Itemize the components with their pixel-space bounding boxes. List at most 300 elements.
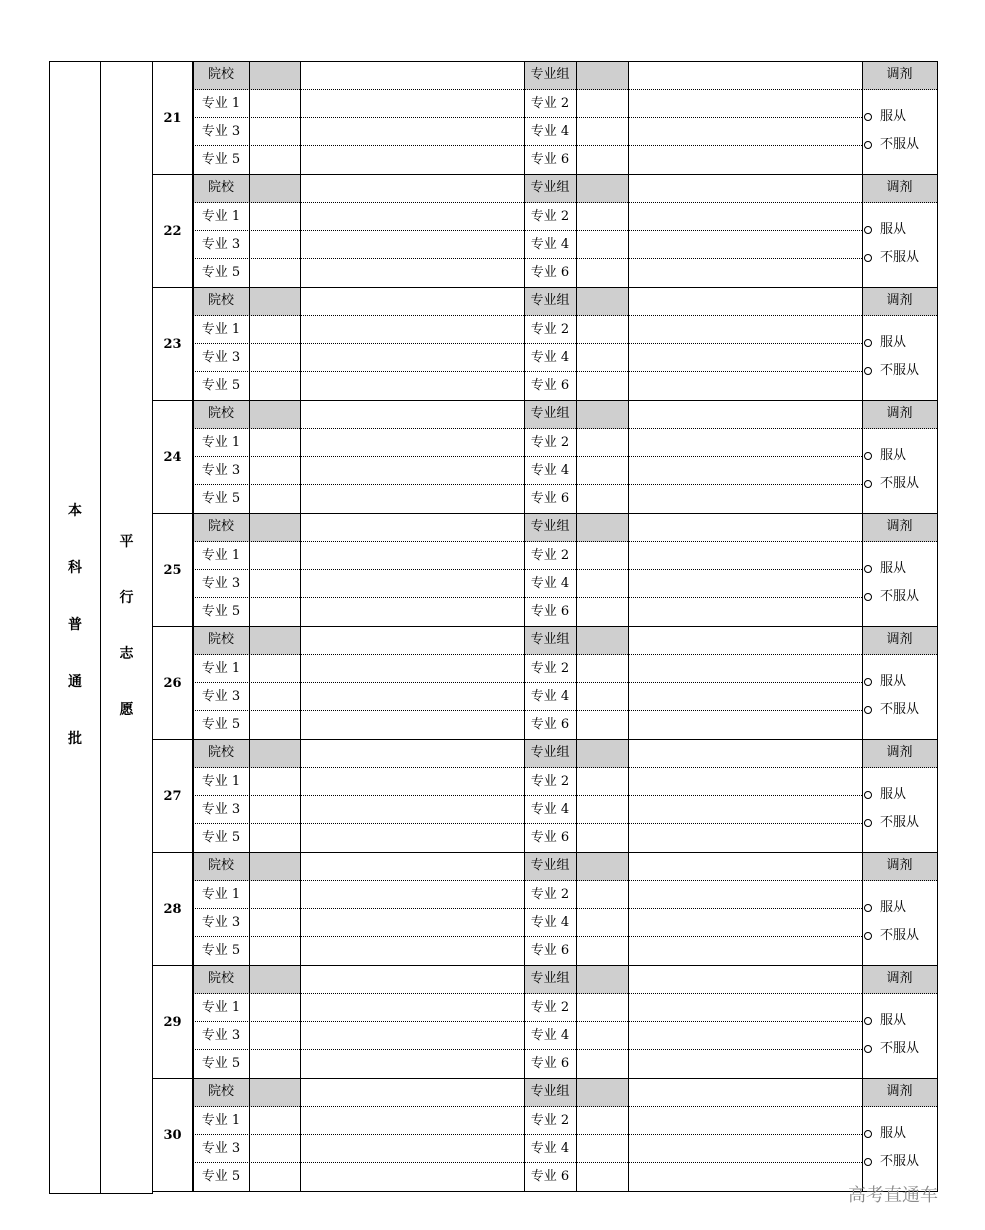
major-input[interactable]: [577, 259, 861, 286]
major-label: 专业 3: [201, 237, 241, 252]
major-label: 专业 5: [201, 1056, 241, 1071]
major-input[interactable]: [577, 457, 861, 484]
major-input[interactable]: [250, 909, 523, 936]
major-input[interactable]: [577, 881, 861, 908]
radio-icon[interactable]: [864, 480, 872, 488]
radio-icon[interactable]: [864, 791, 872, 799]
group-name-input[interactable]: [629, 514, 861, 541]
major-label: 专业 4: [530, 237, 570, 252]
radio-icon[interactable]: [864, 1158, 872, 1166]
major-input[interactable]: [250, 1107, 523, 1134]
major-input[interactable]: [250, 994, 523, 1021]
major-input[interactable]: [250, 457, 523, 484]
major-input[interactable]: [250, 824, 523, 851]
accept-label: 服从: [880, 1013, 907, 1028]
school-name-input[interactable]: [301, 627, 523, 654]
major-label: 专业 5: [201, 152, 241, 167]
adjust-label: 调剂: [886, 971, 913, 986]
major-input[interactable]: [577, 1022, 861, 1049]
row-divider: [862, 428, 937, 429]
school-name-input[interactable]: [301, 175, 523, 202]
school-code-input[interactable]: [250, 288, 299, 315]
radio-icon[interactable]: [864, 904, 872, 912]
group-label: 专业组: [530, 971, 570, 986]
accept-option[interactable]: [864, 329, 906, 357]
radio-icon[interactable]: [864, 367, 872, 375]
major-input[interactable]: [577, 316, 861, 343]
adjust-label: 调剂: [886, 745, 913, 760]
radio-icon[interactable]: [864, 706, 872, 714]
radio-icon[interactable]: [864, 819, 872, 827]
choice-number: 24: [152, 400, 193, 514]
school-name-input[interactable]: [301, 401, 523, 428]
grid-line: [937, 400, 938, 514]
major-input[interactable]: [577, 824, 861, 851]
major-label: 专业 2: [530, 548, 570, 563]
major-label: 专业 4: [530, 915, 570, 930]
major-input[interactable]: [250, 259, 523, 286]
group-label: 专业组: [530, 1084, 570, 1099]
major-label: 专业 4: [530, 124, 570, 139]
major-input[interactable]: [577, 570, 861, 597]
major-label: 专业 4: [530, 802, 570, 817]
reject-label: 不服从: [880, 250, 920, 265]
major-input[interactable]: [577, 1135, 861, 1162]
reject-option[interactable]: [864, 357, 919, 385]
reject-label: 不服从: [880, 1041, 920, 1056]
major-label: 专业 1: [201, 1000, 241, 1015]
choice-group: [152, 61, 937, 175]
group-label: 专业组: [530, 293, 570, 308]
major-input[interactable]: [250, 118, 523, 145]
major-label: 专业 6: [530, 378, 570, 393]
grid-line: [937, 965, 938, 1079]
major-label: 专业 2: [530, 887, 570, 902]
major-input[interactable]: [577, 1163, 861, 1190]
school-code-input[interactable]: [250, 401, 299, 428]
group-label: 专业组: [530, 180, 570, 195]
adjust-label: 调剂: [886, 858, 913, 873]
major-input[interactable]: [250, 881, 523, 908]
group-code-input[interactable]: [577, 1079, 627, 1106]
major-label: 专业 5: [201, 378, 241, 393]
school-name-input[interactable]: [301, 288, 523, 315]
radio-icon[interactable]: [864, 254, 872, 262]
grid-line: [937, 61, 938, 175]
major-input[interactable]: [577, 711, 861, 738]
major-input[interactable]: [250, 711, 523, 738]
vertical-char: 科: [68, 560, 82, 576]
reject-label: 不服从: [880, 476, 920, 491]
group-name-input[interactable]: [629, 740, 861, 767]
major-label: 专业 5: [201, 491, 241, 506]
school-label: 院校: [207, 632, 234, 647]
school-label: 院校: [207, 67, 234, 82]
group-name-input[interactable]: [629, 288, 861, 315]
major-input[interactable]: [250, 90, 523, 117]
volunteer-type-cell: [100, 61, 153, 1194]
major-input[interactable]: [250, 372, 523, 399]
major-label: 专业 3: [201, 689, 241, 704]
school-name-input[interactable]: [301, 966, 523, 993]
choice-number: 30: [152, 1078, 193, 1192]
choice-group: [152, 852, 937, 966]
group-code-input[interactable]: [577, 288, 627, 315]
major-input[interactable]: [250, 231, 523, 258]
school-code-input[interactable]: [250, 966, 299, 993]
major-input[interactable]: [250, 1050, 523, 1077]
major-label: 专业 1: [201, 1113, 241, 1128]
school-name-input[interactable]: [301, 740, 523, 767]
accept-label: 服从: [880, 674, 907, 689]
grid-line: [937, 1078, 938, 1192]
radio-icon[interactable]: [864, 452, 872, 460]
group-label: 专业组: [530, 406, 570, 421]
grid-line: [937, 174, 938, 288]
choice-number: 28: [152, 852, 193, 966]
group-name-input[interactable]: [629, 853, 861, 880]
accept-label: 服从: [880, 222, 907, 237]
row-divider: [862, 202, 937, 203]
major-input[interactable]: [250, 598, 523, 625]
choice-group: [152, 400, 937, 514]
accept-option[interactable]: [864, 894, 906, 922]
choice-number: 21: [152, 61, 193, 175]
major-label: 专业 3: [201, 802, 241, 817]
major-input[interactable]: [250, 1022, 523, 1049]
major-input[interactable]: [250, 937, 523, 964]
grid-line: [937, 852, 938, 966]
row-divider: [862, 767, 937, 768]
school-code-input[interactable]: [250, 62, 299, 89]
major-input[interactable]: [577, 768, 861, 795]
major-input[interactable]: [250, 316, 523, 343]
batch-label: [50, 504, 100, 789]
row-divider: [862, 654, 937, 655]
radio-icon[interactable]: [864, 226, 872, 234]
watermark: 高考直通车: [848, 1185, 938, 1206]
major-label: 专业 3: [201, 350, 241, 365]
major-label: 专业 2: [530, 96, 570, 111]
major-label: 专业 6: [530, 830, 570, 845]
school-code-input[interactable]: [250, 627, 299, 654]
group-code-input[interactable]: [577, 175, 627, 202]
vertical-char: 普: [68, 617, 82, 633]
major-input[interactable]: [250, 570, 523, 597]
radio-icon[interactable]: [864, 678, 872, 686]
major-label: 专业 2: [530, 435, 570, 450]
reject-option[interactable]: [864, 1148, 919, 1176]
radio-icon[interactable]: [864, 932, 872, 940]
reject-label: 不服从: [880, 1154, 920, 1169]
group-code-input[interactable]: [577, 627, 627, 654]
accept-option[interactable]: [864, 216, 906, 244]
school-label: 院校: [207, 745, 234, 760]
major-label: 专业 2: [530, 322, 570, 337]
major-input[interactable]: [250, 655, 523, 682]
school-label: 院校: [207, 406, 234, 421]
adjust-label: 调剂: [886, 406, 913, 421]
major-label: 专业 2: [530, 774, 570, 789]
reject-label: 不服从: [880, 815, 920, 830]
adjust-label: 调剂: [886, 519, 913, 534]
major-label: 专业 4: [530, 689, 570, 704]
vertical-char: 通: [68, 674, 82, 690]
major-label: 专业 2: [530, 209, 570, 224]
major-input[interactable]: [250, 1163, 523, 1190]
reject-option[interactable]: [864, 809, 919, 837]
major-input[interactable]: [577, 372, 861, 399]
adjust-label: 调剂: [886, 180, 913, 195]
adjust-label: 调剂: [886, 293, 913, 308]
radio-icon[interactable]: [864, 1045, 872, 1053]
major-label: 专业 4: [530, 1141, 570, 1156]
grid-line: [937, 626, 938, 740]
row-divider: [862, 541, 937, 542]
choice-number: 23: [152, 287, 193, 401]
vertical-char: 批: [68, 731, 82, 747]
major-input[interactable]: [577, 146, 861, 173]
choice-number: 26: [152, 626, 193, 740]
row-divider: [862, 880, 937, 881]
school-name-input[interactable]: [301, 514, 523, 541]
group-label: 专业组: [530, 519, 570, 534]
choice-group: [152, 513, 937, 627]
school-code-input[interactable]: [250, 1079, 299, 1106]
accept-option[interactable]: [864, 103, 906, 131]
accept-label: 服从: [880, 1126, 907, 1141]
group-code-input[interactable]: [577, 966, 627, 993]
vertical-char: 愿: [119, 702, 134, 718]
choice-group: [152, 1078, 937, 1192]
choice-number: 29: [152, 965, 193, 1079]
major-label: 专业 2: [530, 661, 570, 676]
major-input[interactable]: [577, 485, 861, 512]
vertical-char: 本: [68, 503, 82, 519]
school-name-input[interactable]: [301, 1079, 523, 1106]
group-code-input[interactable]: [577, 740, 627, 767]
major-input[interactable]: [577, 937, 861, 964]
major-input[interactable]: [577, 655, 861, 682]
accept-label: 服从: [880, 787, 907, 802]
major-label: 专业 4: [530, 350, 570, 365]
major-input[interactable]: [577, 598, 861, 625]
major-label: 专业 1: [201, 887, 241, 902]
group-label: 专业组: [530, 745, 570, 760]
accept-option[interactable]: [864, 1120, 906, 1148]
school-name-input[interactable]: [301, 853, 523, 880]
major-label: 专业 1: [201, 548, 241, 563]
radio-icon[interactable]: [864, 339, 872, 347]
radio-icon[interactable]: [864, 565, 872, 573]
major-label: 专业 6: [530, 265, 570, 280]
major-input[interactable]: [577, 118, 861, 145]
major-label: 专业 4: [530, 463, 570, 478]
row-divider: [862, 993, 937, 994]
major-label: 专业 2: [530, 1113, 570, 1128]
reject-option[interactable]: [864, 1035, 919, 1063]
major-label: 专业 5: [201, 1169, 241, 1184]
major-input[interactable]: [250, 683, 523, 710]
radio-icon[interactable]: [864, 113, 872, 121]
reject-label: 不服从: [880, 928, 920, 943]
major-input[interactable]: [577, 683, 861, 710]
adjust-label: 调剂: [886, 1084, 913, 1099]
accept-label: 服从: [880, 561, 907, 576]
accept-option[interactable]: [864, 1007, 906, 1035]
group-name-input[interactable]: [629, 401, 861, 428]
batch-cell: [49, 61, 101, 1194]
group-label: 专业组: [530, 67, 570, 82]
group-name-input[interactable]: [629, 1079, 861, 1106]
major-input[interactable]: [577, 909, 861, 936]
school-code-input[interactable]: [250, 740, 299, 767]
major-input[interactable]: [577, 90, 861, 117]
school-label: 院校: [207, 971, 234, 986]
major-input[interactable]: [250, 146, 523, 173]
major-input[interactable]: [250, 1135, 523, 1162]
major-label: 专业 6: [530, 604, 570, 619]
accept-option[interactable]: [864, 442, 906, 470]
major-input[interactable]: [577, 1050, 861, 1077]
school-code-input[interactable]: [250, 853, 299, 880]
major-input[interactable]: [577, 542, 861, 569]
major-input[interactable]: [577, 203, 861, 230]
major-label: 专业 5: [201, 830, 241, 845]
grid-line: [937, 513, 938, 627]
radio-icon[interactable]: [864, 593, 872, 601]
major-input[interactable]: [577, 429, 861, 456]
reject-option[interactable]: [864, 583, 919, 611]
major-input[interactable]: [577, 796, 861, 823]
major-label: 专业 6: [530, 943, 570, 958]
major-label: 专业 6: [530, 1169, 570, 1184]
reject-option[interactable]: [864, 922, 919, 950]
major-label: 专业 3: [201, 124, 241, 139]
vertical-char: 志: [119, 646, 134, 662]
choice-group: [152, 174, 937, 288]
major-label: 专业 3: [201, 1141, 241, 1156]
school-label: 院校: [207, 1084, 234, 1099]
major-label: 专业 1: [201, 774, 241, 789]
adjust-label: 调剂: [886, 67, 913, 82]
major-label: 专业 1: [201, 322, 241, 337]
volunteer-form: [49, 61, 937, 1194]
major-label: 专业 3: [201, 576, 241, 591]
vertical-char: 行: [119, 590, 134, 606]
accept-option[interactable]: [864, 555, 906, 583]
choice-group: [152, 287, 937, 401]
choice-group: [152, 739, 937, 853]
group-code-input[interactable]: [577, 853, 627, 880]
radio-icon[interactable]: [864, 141, 872, 149]
school-label: 院校: [207, 858, 234, 873]
major-label: 专业 1: [201, 209, 241, 224]
vertical-char: 平: [119, 534, 134, 550]
major-input[interactable]: [250, 485, 523, 512]
row-divider: [862, 315, 937, 316]
group-code-input[interactable]: [577, 62, 627, 89]
choice-group: [152, 965, 937, 1079]
grid-line: [937, 287, 938, 401]
adjust-label: 调剂: [886, 632, 913, 647]
major-input[interactable]: [250, 796, 523, 823]
group-name-input[interactable]: [629, 62, 861, 89]
major-label: 专业 1: [201, 661, 241, 676]
major-label: 专业 4: [530, 1028, 570, 1043]
choice-number: 27: [152, 739, 193, 853]
reject-label: 不服从: [880, 589, 920, 604]
school-code-input[interactable]: [250, 175, 299, 202]
reject-label: 不服从: [880, 702, 920, 717]
major-label: 专业 4: [530, 576, 570, 591]
group-code-input[interactable]: [577, 401, 627, 428]
major-input[interactable]: [577, 344, 861, 371]
grid-line: [193, 1191, 937, 1192]
reject-label: 不服从: [880, 137, 920, 152]
group-name-input[interactable]: [629, 966, 861, 993]
major-label: 专业 3: [201, 463, 241, 478]
row-divider: [862, 1106, 937, 1107]
major-input[interactable]: [577, 1107, 861, 1134]
major-input[interactable]: [577, 994, 861, 1021]
reject-label: 不服从: [880, 363, 920, 378]
row-divider: [862, 89, 937, 90]
radio-icon[interactable]: [864, 1017, 872, 1025]
major-input[interactable]: [250, 542, 523, 569]
major-input[interactable]: [250, 768, 523, 795]
volunteer-type-label: [101, 535, 152, 759]
accept-label: 服从: [880, 109, 907, 124]
group-name-input[interactable]: [629, 175, 861, 202]
school-label: 院校: [207, 180, 234, 195]
choice-number: 25: [152, 513, 193, 627]
major-input[interactable]: [250, 344, 523, 371]
grid-line: [937, 739, 938, 853]
major-label: 专业 6: [530, 491, 570, 506]
group-label: 专业组: [530, 632, 570, 647]
school-label: 院校: [207, 519, 234, 534]
group-name-input[interactable]: [629, 627, 861, 654]
reject-option[interactable]: [864, 131, 919, 159]
choice-group: [152, 626, 937, 740]
reject-option[interactable]: [864, 244, 919, 272]
school-label: 院校: [207, 293, 234, 308]
major-input[interactable]: [250, 429, 523, 456]
accept-option[interactable]: [864, 668, 906, 696]
major-label: 专业 1: [201, 435, 241, 450]
major-label: 专业 1: [201, 96, 241, 111]
accept-label: 服从: [880, 448, 907, 463]
accept-option[interactable]: [864, 781, 906, 809]
school-name-input[interactable]: [301, 62, 523, 89]
major-label: 专业 3: [201, 915, 241, 930]
major-label: 专业 6: [530, 1056, 570, 1071]
major-label: 专业 5: [201, 943, 241, 958]
reject-option[interactable]: [864, 696, 919, 724]
major-input[interactable]: [250, 203, 523, 230]
major-input[interactable]: [577, 231, 861, 258]
reject-option[interactable]: [864, 470, 919, 498]
major-label: 专业 3: [201, 1028, 241, 1043]
major-label: 专业 5: [201, 604, 241, 619]
accept-label: 服从: [880, 900, 907, 915]
school-code-input[interactable]: [250, 514, 299, 541]
major-label: 专业 5: [201, 717, 241, 732]
major-label: 专业 5: [201, 265, 241, 280]
group-code-input[interactable]: [577, 514, 627, 541]
radio-icon[interactable]: [864, 1130, 872, 1138]
